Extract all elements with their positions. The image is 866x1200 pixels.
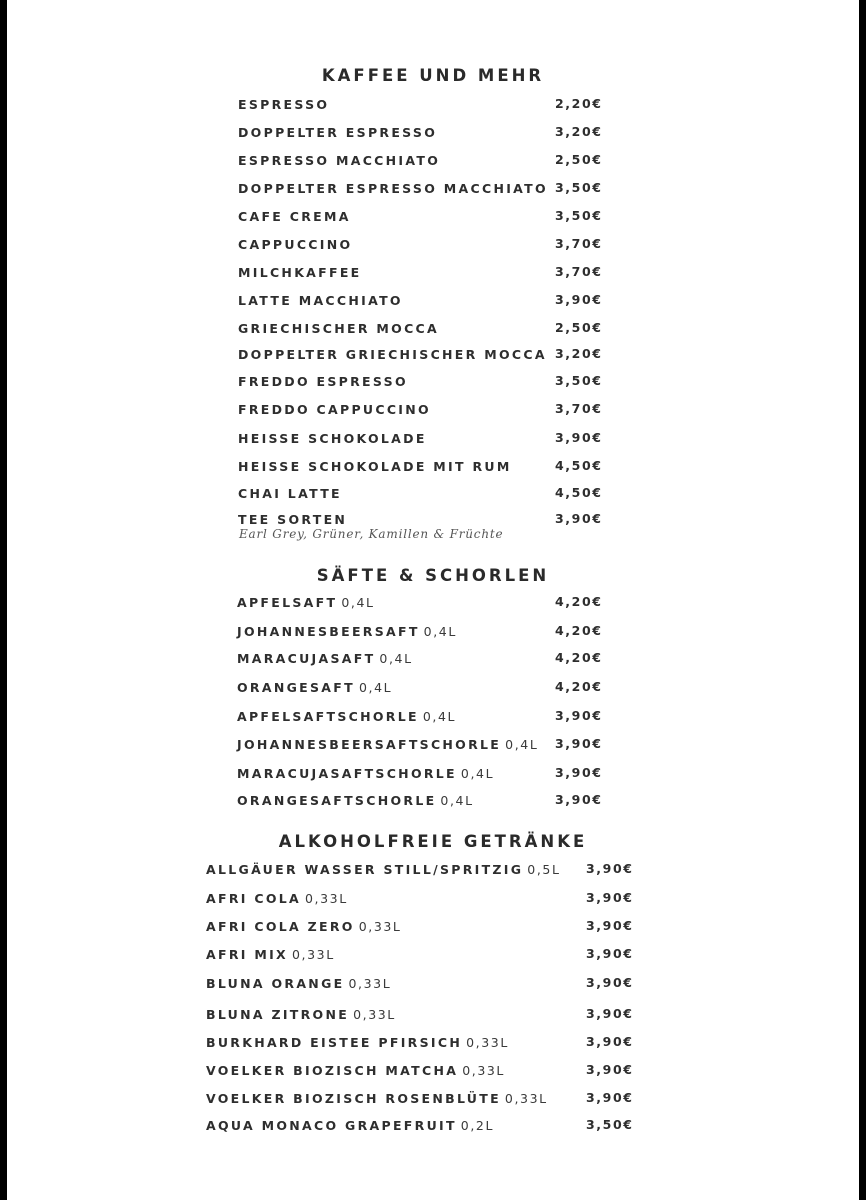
item-name: ESPRESSO MACCHIATO bbox=[238, 153, 441, 168]
item-size: 0,4L bbox=[440, 793, 474, 808]
item-price: 3,90€ bbox=[555, 792, 603, 807]
item-size: 0,4L bbox=[379, 651, 413, 666]
item-name: TEE SORTEN bbox=[238, 512, 348, 527]
menu-item bbox=[237, 594, 615, 616]
item-price: 3,70€ bbox=[555, 401, 603, 416]
item-price: 3,90€ bbox=[555, 736, 603, 751]
item-price: 3,70€ bbox=[555, 236, 603, 251]
item-size: 0,33L bbox=[353, 1007, 396, 1022]
menu-item bbox=[206, 1062, 646, 1084]
item-name: ESPRESSO bbox=[238, 97, 330, 112]
item-name: HEISSE SCHOKOLADE MIT RUM bbox=[238, 459, 512, 474]
item-size: 0,4L bbox=[505, 737, 539, 752]
item-price: 3,90€ bbox=[586, 1034, 634, 1049]
item-name: AFRI COLA ZERO bbox=[206, 919, 355, 934]
item-name: FREDDO CAPPUCCINO bbox=[238, 402, 431, 417]
menu-item bbox=[238, 124, 615, 146]
item-price: 3,90€ bbox=[555, 430, 603, 445]
item-name: HEISSE SCHOKOLADE bbox=[238, 431, 427, 446]
item-price: 2,50€ bbox=[555, 320, 603, 335]
item-price: 3,90€ bbox=[555, 765, 603, 780]
menu-item bbox=[238, 264, 615, 286]
item-name: BLUNA ZITRONE bbox=[206, 1007, 350, 1022]
item-name: GRIECHISCHER MOCCA bbox=[238, 321, 440, 336]
item-size: 0,5L bbox=[527, 862, 561, 877]
item-price: 3,90€ bbox=[555, 292, 603, 307]
item-name: ORANGESAFTSCHORLE bbox=[237, 793, 437, 808]
item-price: 4,50€ bbox=[555, 458, 603, 473]
item-price: 2,50€ bbox=[555, 152, 603, 167]
menu-item bbox=[206, 946, 646, 968]
item-size: 0,4L bbox=[358, 680, 393, 695]
item-name: MARACUJASAFT bbox=[237, 651, 376, 666]
item-price: 2,20€ bbox=[555, 96, 603, 111]
menu-item bbox=[238, 458, 615, 480]
item-name: DOPPELTER ESPRESSO bbox=[238, 125, 438, 140]
item-price: 4,50€ bbox=[555, 485, 603, 500]
menu-item bbox=[206, 1034, 646, 1056]
item-price: 3,90€ bbox=[586, 1090, 634, 1105]
item-name: AQUA MONACO GRAPEFRUIT bbox=[206, 1118, 457, 1133]
item-size: 0,33L bbox=[462, 1063, 505, 1078]
item-name: CAFE CREMA bbox=[238, 209, 351, 224]
item-name: VOELKER BIOZISCH MATCHA bbox=[206, 1063, 459, 1078]
item-name: MILCHKAFFEE bbox=[238, 265, 362, 280]
item-name: APFELSAFT bbox=[237, 595, 338, 610]
item-price: 3,50€ bbox=[586, 1117, 634, 1132]
menu-item bbox=[238, 180, 615, 202]
item-size: 0,33L bbox=[348, 976, 392, 991]
item-price: 3,90€ bbox=[586, 1062, 634, 1077]
item-size: 0,4L bbox=[423, 624, 457, 639]
menu-item bbox=[206, 1090, 646, 1112]
menu-item bbox=[238, 236, 615, 258]
menu-item bbox=[206, 918, 646, 940]
item-price: 4,20€ bbox=[555, 594, 603, 609]
menu-item bbox=[238, 320, 615, 342]
item-price: 3,90€ bbox=[586, 861, 634, 876]
item-name: AFRI COLA bbox=[206, 891, 301, 906]
item-price: 4,20€ bbox=[555, 650, 603, 665]
menu-item bbox=[206, 1006, 646, 1028]
item-name: CHAI LATTE bbox=[238, 486, 342, 501]
menu-item bbox=[206, 861, 646, 883]
menu-item bbox=[237, 792, 615, 814]
item-price: 3,20€ bbox=[555, 346, 603, 361]
menu-item bbox=[238, 401, 615, 423]
item-price: 3,50€ bbox=[555, 180, 603, 195]
menu-item bbox=[238, 346, 615, 368]
menu-item bbox=[237, 765, 615, 787]
menu-item bbox=[237, 708, 615, 730]
item-name: DOPPELTER ESPRESSO MACCHIATO bbox=[238, 181, 548, 196]
item-name: MARACUJASAFTSCHORLE bbox=[237, 766, 457, 781]
item-price: 3,50€ bbox=[555, 373, 603, 388]
menu-item bbox=[238, 292, 615, 314]
menu-item bbox=[237, 679, 615, 701]
item-name: CAPPUCCINO bbox=[238, 237, 353, 252]
item-size: 0,33L bbox=[358, 919, 402, 934]
item-price: 3,70€ bbox=[555, 264, 603, 279]
item-size: 0,33L bbox=[466, 1035, 509, 1050]
item-price: 4,20€ bbox=[555, 679, 603, 694]
item-size: 0,33L bbox=[304, 891, 348, 906]
item-name: DOPPELTER GRIECHISCHER MOCCA bbox=[238, 347, 547, 362]
menu-item bbox=[206, 890, 646, 912]
item-price: 3,90€ bbox=[555, 708, 603, 723]
menu-item bbox=[238, 96, 615, 118]
item-price: 3,90€ bbox=[555, 511, 603, 526]
menu-item bbox=[238, 485, 615, 507]
item-price: 3,90€ bbox=[586, 890, 634, 905]
item-name: LATTE MACCHIATO bbox=[238, 293, 403, 308]
item-size: 0,33L bbox=[504, 1091, 548, 1106]
menu-item bbox=[238, 430, 615, 452]
item-name: JOHANNESBEERSAFTSCHORLE bbox=[237, 737, 502, 752]
menu-item bbox=[237, 623, 615, 645]
item-name: AFRI MIX bbox=[206, 947, 288, 962]
item-name: ORANGESAFT bbox=[237, 680, 355, 695]
menu-item bbox=[238, 208, 615, 230]
item-price: 4,20€ bbox=[555, 623, 603, 638]
item-note: Earl Grey, Grüner, Kamillen & Früchte bbox=[239, 527, 504, 541]
menu-item bbox=[206, 1117, 646, 1139]
menu-item bbox=[238, 152, 615, 174]
item-price: 3,50€ bbox=[555, 208, 603, 223]
item-size: 0,33L bbox=[291, 947, 335, 962]
menu-item bbox=[206, 975, 646, 997]
section-title: ALKOHOLFREIE GETRÄNKE bbox=[278, 832, 588, 851]
section-title: KAFFEE UND MEHR bbox=[321, 66, 545, 85]
item-price: 3,90€ bbox=[586, 918, 634, 933]
item-size: 0,4L bbox=[460, 766, 495, 781]
menu-item bbox=[237, 650, 615, 672]
item-price: 3,90€ bbox=[586, 946, 634, 961]
item-name: BURKHARD EISTEE PFIRSICH bbox=[206, 1035, 463, 1050]
item-name: ALLGÄUER WASSER STILL/SPRITZIG bbox=[206, 862, 524, 877]
item-name: APFELSAFTSCHORLE bbox=[237, 709, 419, 724]
menu-item bbox=[237, 736, 615, 758]
item-name: VOELKER BIOZISCH ROSENBLÜTE bbox=[206, 1091, 501, 1106]
menu-item bbox=[238, 373, 615, 395]
item-price: 3,90€ bbox=[586, 1006, 634, 1021]
item-price: 3,90€ bbox=[586, 975, 634, 990]
item-name: BLUNA ORANGE bbox=[206, 976, 345, 991]
section-title: SÄFTE & SCHORLEN bbox=[316, 566, 550, 585]
item-size: 0,4L bbox=[422, 709, 457, 724]
item-size: 0,4L bbox=[341, 595, 375, 610]
item-price: 3,20€ bbox=[555, 124, 603, 139]
item-name: JOHANNESBEERSAFT bbox=[237, 624, 420, 639]
item-name: FREDDO ESPRESSO bbox=[238, 374, 408, 389]
item-size: 0,2L bbox=[460, 1118, 495, 1133]
